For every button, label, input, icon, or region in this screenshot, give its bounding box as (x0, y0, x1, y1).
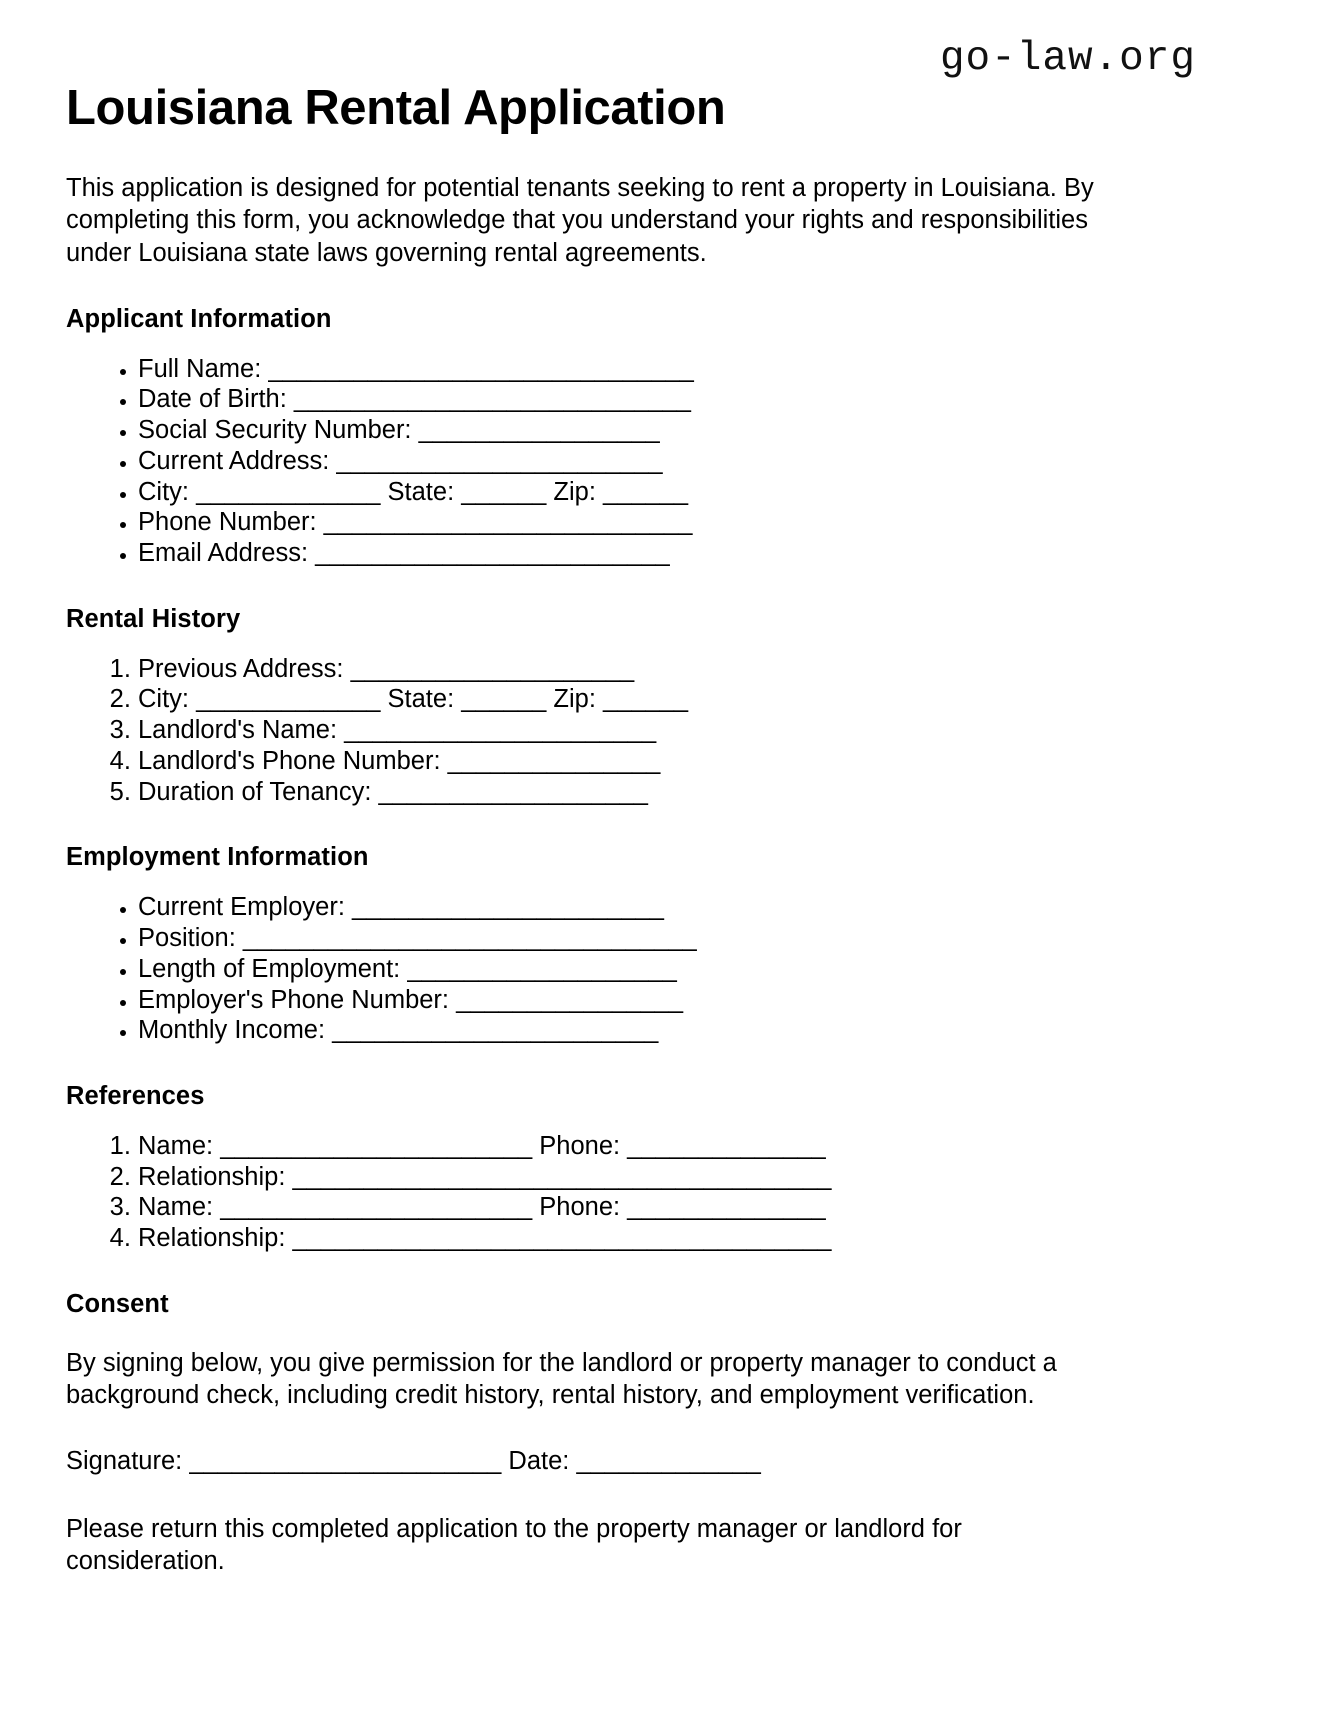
list-item: • Full Name: ______________________________ (138, 354, 1196, 385)
section-heading-references: References (66, 1081, 205, 1110)
list-item: • City: _____________ State: ______ Zip: ______ (138, 477, 1196, 508)
list-item: 2. City: _____________ State: ______ Zip: ______ (138, 684, 1196, 715)
list-item: • Email Address: _________________________ (138, 538, 1196, 569)
list-item: • Length of Employment: ___________________ (138, 954, 1196, 985)
list-item: • Employer's Phone Number: ________________ (138, 985, 1196, 1016)
employment-information-field-list (66, 892, 1196, 1046)
document-content (66, 0, 1196, 1577)
list-item: 3. Name: ______________________ Phone: ______________ (138, 1192, 1196, 1223)
section-heading-employment-information: Employment Information (66, 843, 369, 872)
consent-paragraph: By signing below, you give permission for the landlord or property manager to conduct a background check, including credit history, rental history, and employment verification. (66, 1348, 1057, 1409)
intro-paragraph: This application is designed for potential tenants seeking to rent a property in Louisiana. By completing this form, you acknowledge that you understand your rights and responsibilities under Louisiana state laws governing rental agreements. (66, 174, 1094, 267)
list-item: 1. Previous Address: ____________________ (138, 654, 1196, 685)
list-item: • Position: ________________________________ (138, 923, 1196, 954)
list-item: • Date of Birth: ____________________________ (138, 384, 1196, 415)
page-title: Louisiana Rental Application (66, 81, 726, 135)
list-item: 3. Landlord's Name: ______________________ (138, 715, 1196, 746)
rental-history-field-list (66, 654, 1196, 808)
site-brand-label: go-law.org (939, 36, 1196, 82)
list-item: 4. Relationship: ______________________________________ (138, 1223, 1196, 1254)
list-item: • Monthly Income: _______________________ (138, 1015, 1196, 1046)
section-heading-consent: Consent (66, 1289, 169, 1318)
section-heading-rental-history: Rental History (66, 604, 241, 633)
list-item: • Phone Number: __________________________ (138, 507, 1196, 538)
list-item: 5. Duration of Tenancy: ___________________ (138, 777, 1196, 808)
closing-instructions: Please return this completed application to the property manager or landlord for consideration. (66, 1515, 962, 1576)
list-item: • Social Security Number: _________________ (138, 415, 1196, 446)
applicant-information-field-list (66, 354, 1196, 569)
list-item: • Current Address: _______________________ (138, 446, 1196, 477)
list-item: 4. Landlord's Phone Number: _______________ (138, 746, 1196, 777)
section-heading-applicant-information: Applicant Information (66, 304, 332, 333)
signature-date-line: Signature: ______________________ Date: _____________ (66, 1447, 761, 1476)
list-item: 2. Relationship: ______________________________________ (138, 1162, 1196, 1193)
list-item: 1. Name: ______________________ Phone: ______________ (138, 1131, 1196, 1162)
list-item: • Current Employer: ______________________ (138, 892, 1196, 923)
references-field-list (66, 1131, 1196, 1254)
